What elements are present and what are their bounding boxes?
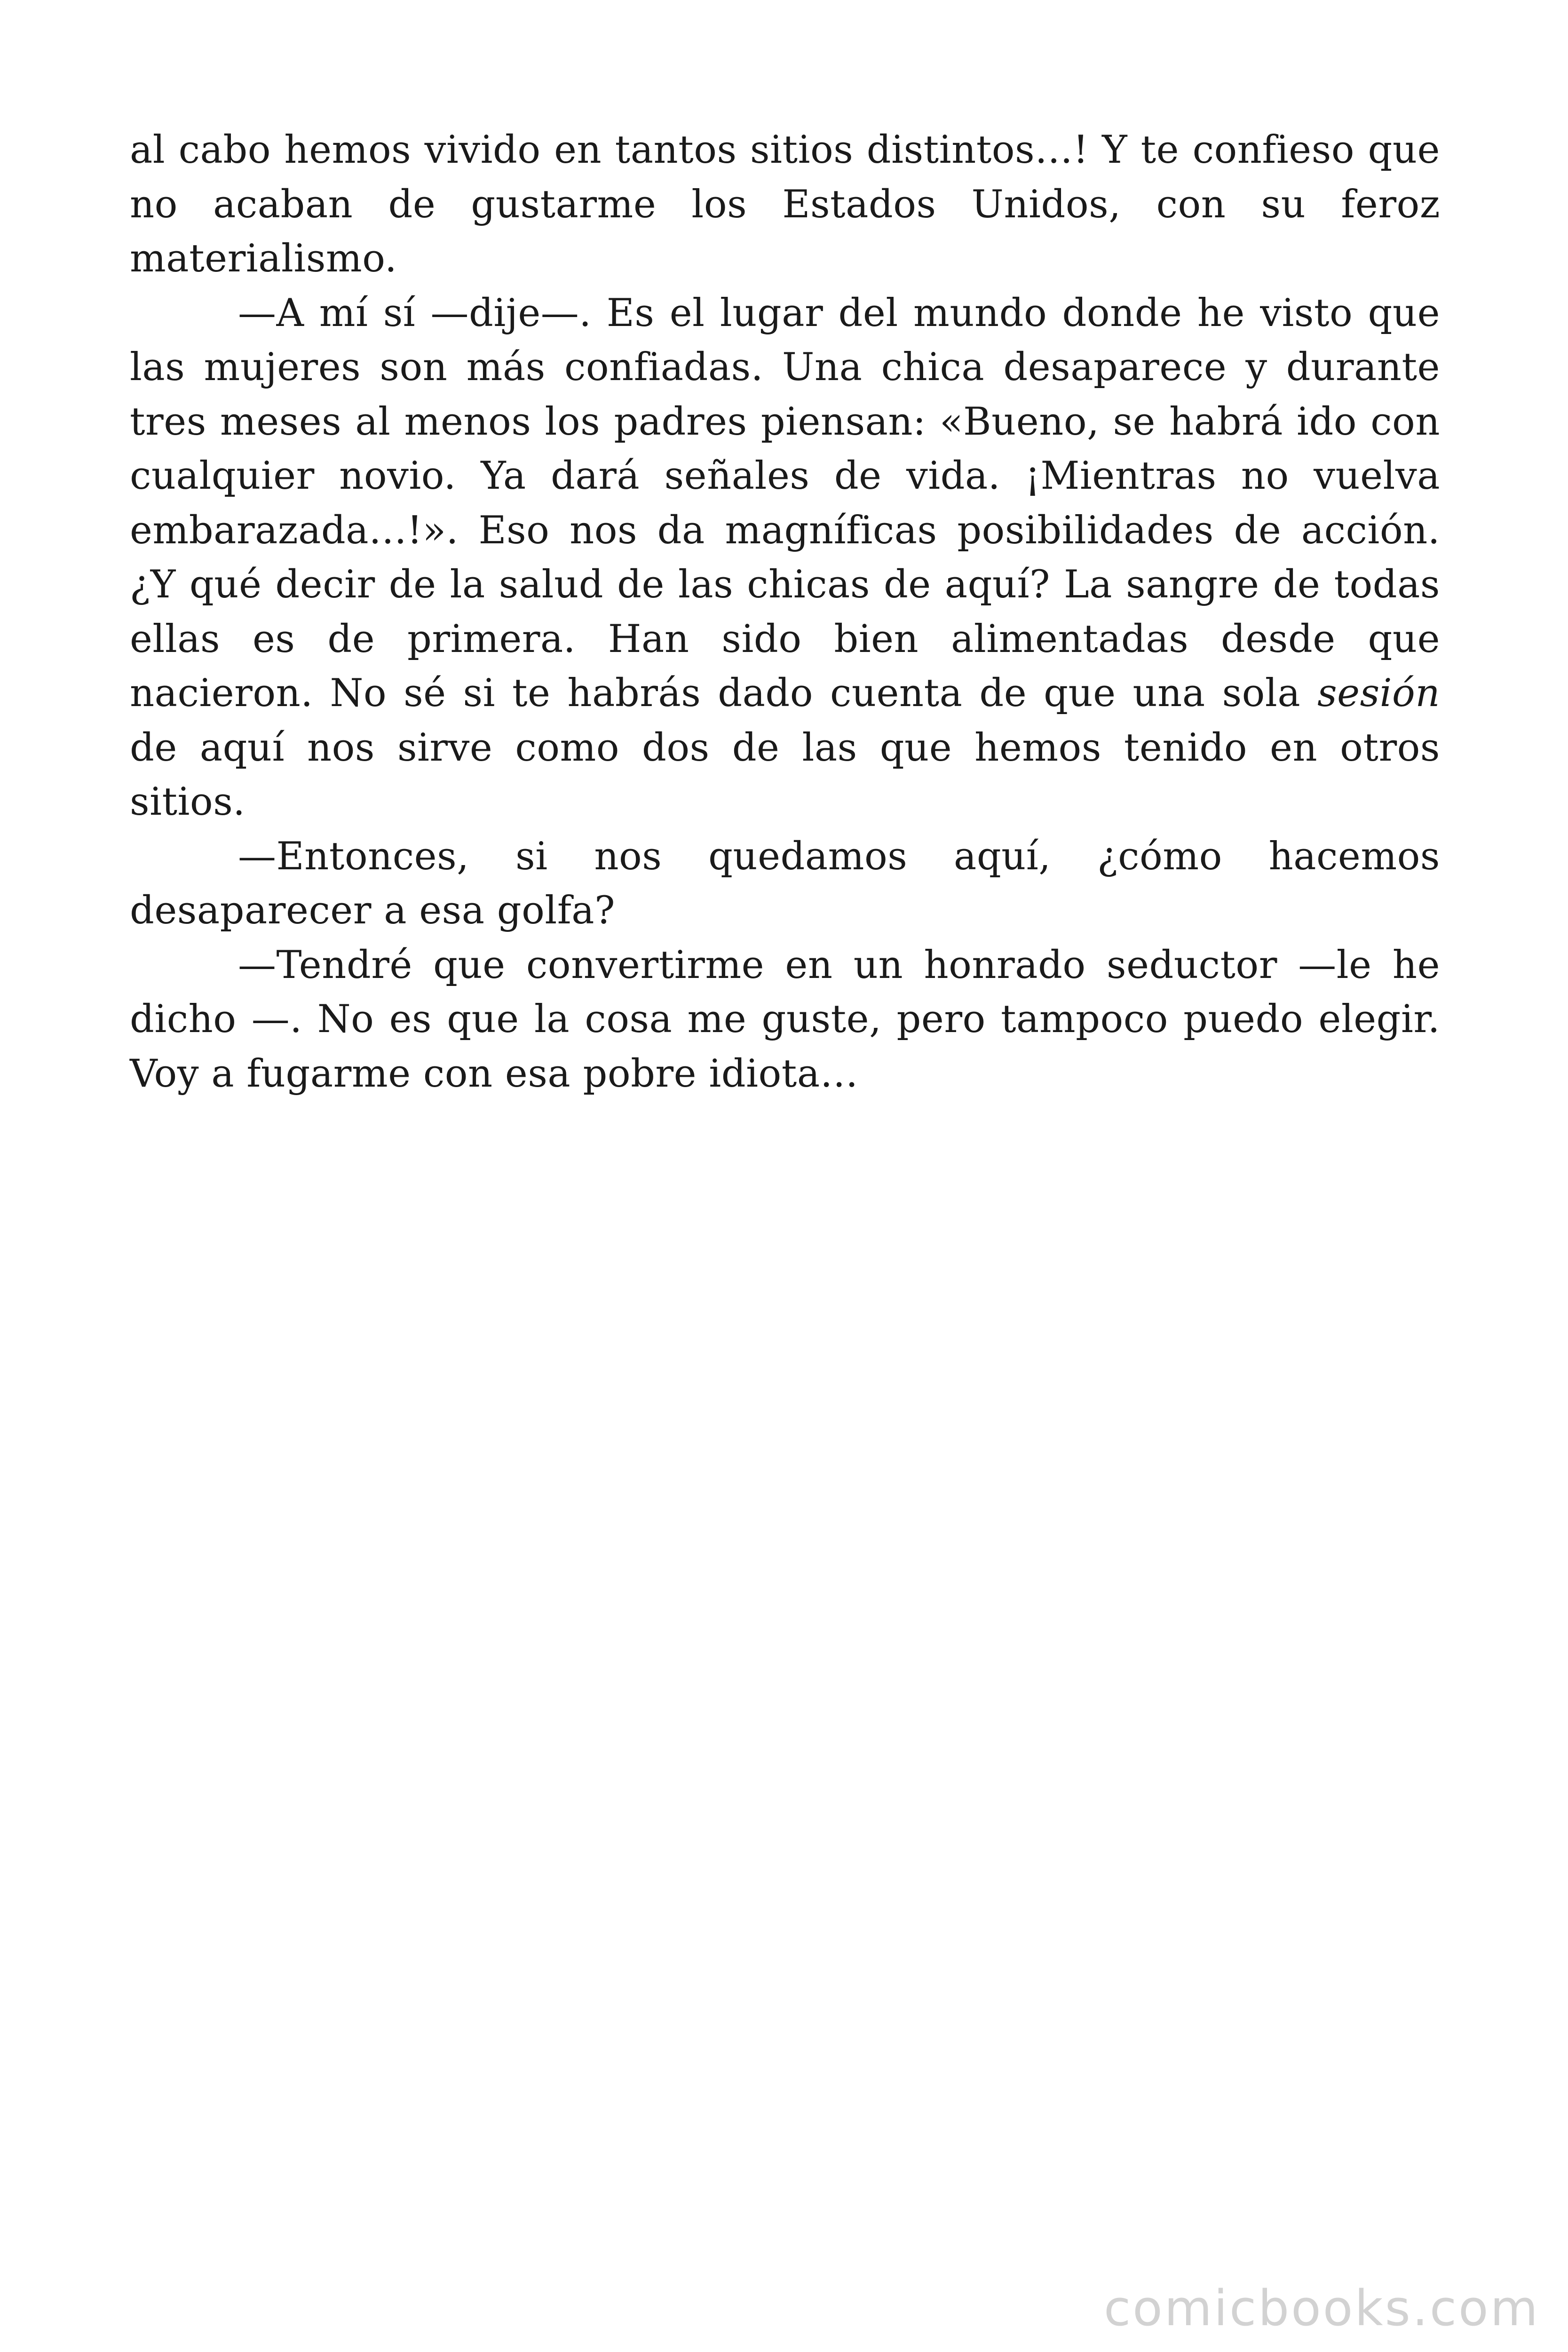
paragraph-2-text-after: de aquí nos sirve como dos de las que hemos tenido en otros sitios.: [130, 725, 1440, 824]
watermark: comicbooks.com: [1103, 2280, 1540, 2337]
paragraph-2-text: —A mí sí —dije—. Es el lugar del mundo donde he visto que las mujeres son más confiadas. Una chica desaparece y durante tres meses al menos los padres piensan: «Bueno, se habrá ido con cualquier novio. Ya dará señales de vida. ¡Mientras no vuelva embarazada…!». Eso nos da magníficas posibilidades de acción. ¿Y qué decir de la salud de las chicas de aquí? La sangre de todas ellas es de primera. Han sido bien alimentadas desde que nacieron. No sé si te habrás dado cuenta de que una sola: [130, 291, 1440, 715]
paragraph-4: [130, 938, 1440, 1102]
paragraph-4-text: —Tendré que convertirme en un honrado seductor —le he dicho —. No es que la cosa me guste, pero tampoco puedo elegir. Voy a fugarme con esa pobre idiota…: [130, 943, 1440, 1096]
paragraph-2: [130, 286, 1440, 830]
paragraph-1: [130, 123, 1440, 286]
body-text: [130, 123, 1440, 1101]
paragraph-2-emphasis: sesión: [1317, 671, 1440, 715]
paragraph-3: [130, 830, 1440, 938]
paragraph-1-text: al cabo hemos vivido en tantos sitios distintos…! Y te confieso que no acaban de gustarme los Estados Unidos, con su feroz materialismo.: [130, 128, 1440, 281]
paragraph-3-text: —Entonces, si nos quedamos aquí, ¿cómo hacemos desaparecer a esa golfa?: [130, 834, 1440, 933]
